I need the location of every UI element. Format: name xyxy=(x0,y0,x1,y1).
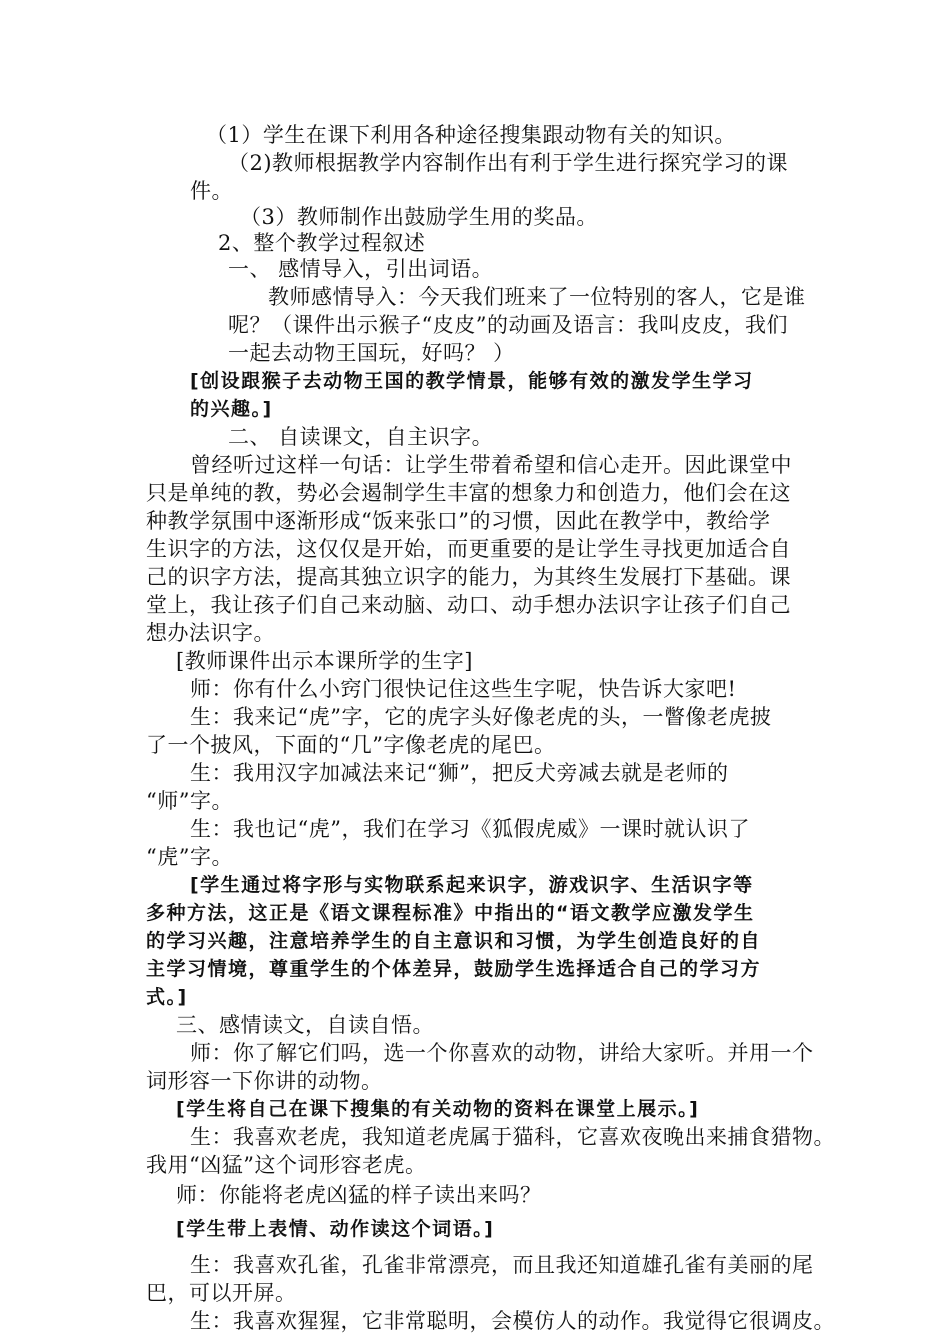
text-line: （1）学生在课下利用各种途径搜集跟动物有关的知识。 xyxy=(206,123,736,147)
text-line: 生：我来记“虎”字，它的虎字头好像老虎的头，一瞥像老虎披 xyxy=(190,705,772,729)
text-line: 了一个披风，下面的“几”字像老虎的尾巴。 xyxy=(146,733,556,757)
annotation-line: 的兴趣。] xyxy=(190,398,273,420)
text-line: 件。 xyxy=(190,179,233,203)
annotation-line: 的学习兴趣，注意培养学生的自主意识和习惯，为学生创造良好的自 xyxy=(146,930,762,952)
annotation-line: [创设跟猴子去动物王国的教学情景，能够有效的激发学生学习 xyxy=(190,370,754,392)
text-line: 只是单纯的教，势必会遏制学生丰富的想象力和创造力，他们会在这 xyxy=(146,481,791,505)
annotation-line: [学生带上表情、动作读这个词语。] xyxy=(176,1218,495,1240)
text-line: “虎”字。 xyxy=(146,845,233,869)
text-line: 师：你有什么小窍门很快记住这些生字呢，快告诉大家吧! xyxy=(190,677,737,701)
text-line: 生：我喜欢猩猩，它非常聪明，会模仿人的动作。我觉得它很调皮。 xyxy=(190,1309,835,1333)
annotation-line: [学生通过将字形与实物联系起来识字，游戏识字、生活识字等 xyxy=(190,874,754,896)
text-line: 师：你能将老虎凶猛的样子读出来吗？ xyxy=(176,1183,542,1207)
section-heading: 二、 自读课文，自主识字。 xyxy=(228,425,494,449)
section-heading: 2、整个教学过程叙述 xyxy=(218,231,426,255)
text-line: 生：我喜欢孔雀，孔雀非常漂亮，而且我还知道雄孔雀有美丽的尾 xyxy=(190,1253,814,1277)
text-line: 堂上，我让孩子们自己来动脑、动口、动手想办法识字让孩子们自己 xyxy=(146,593,791,617)
text-line: 种教学氛围中逐渐形成“饭来张口”的习惯，因此在教学中，教给学 xyxy=(146,509,771,533)
text-line: “师”字。 xyxy=(146,789,233,813)
annotation-line: [学生将自己在课下搜集的有关动物的资料在课堂上展示。] xyxy=(176,1098,700,1120)
annotation-line: 多种方法，这正是《语文课程标准》中指出的“语文教学应激发学生 xyxy=(146,902,755,924)
annotation-line: 主学习情境，尊重学生的个体差异，鼓励学生选择适合自己的学习方 xyxy=(146,958,762,980)
text-line: 生识字的方法，这仅仅是开始，而更重要的是让学生寻找更加适合自 xyxy=(146,537,791,561)
text-line: [教师课件出示本课所学的生字] xyxy=(176,649,473,673)
text-line: 生：我喜欢老虎，我知道老虎属于猫科，它喜欢夜晚出来捕食猎物。 xyxy=(190,1125,835,1149)
text-line: （3）教师制作出鼓励学生用的奖品。 xyxy=(240,205,598,229)
annotation-line: 式。] xyxy=(146,986,188,1008)
section-heading: 三、感情读文，自读自悟。 xyxy=(176,1013,434,1037)
section-heading: 一、 感情导入，引出词语。 xyxy=(228,257,494,281)
text-line: 师：你了解它们吗，选一个你喜欢的动物，讲给大家听。并用一个 xyxy=(190,1041,814,1065)
text-line: 生：我用汉字加减法来记“狮”，把反犬旁减去就是老师的 xyxy=(190,761,729,785)
text-line: 想办法识字。 xyxy=(146,621,275,645)
text-line: 词形容一下你讲的动物。 xyxy=(146,1069,383,1093)
text-line: （2)教师根据教学内容制作出有利于学生进行探究学习的课 xyxy=(228,151,789,175)
text-line: 呢？（课件出示猴子“皮皮”的动画及语言：我叫皮皮，我们 xyxy=(228,313,788,337)
text-line: 生：我也记“虎”，我们在学习《狐假虎威》一课时就认识了 xyxy=(190,817,750,841)
text-line: 己的识字方法，提高其独立识字的能力，为其终生发展打下基础。课 xyxy=(146,565,791,589)
text-line: 教师感情导入：今天我们班来了一位特别的客人，它是谁 xyxy=(268,285,806,309)
text-line: 曾经听过这样一句话：让学生带着希望和信心走开。因此课堂中 xyxy=(190,453,792,477)
text-line: 一起去动物王国玩，好吗？ ） xyxy=(228,341,515,365)
text-line: 巴，可以开屏。 xyxy=(146,1281,297,1305)
text-line: 我用“凶猛”这个词形容老虎。 xyxy=(146,1153,427,1177)
